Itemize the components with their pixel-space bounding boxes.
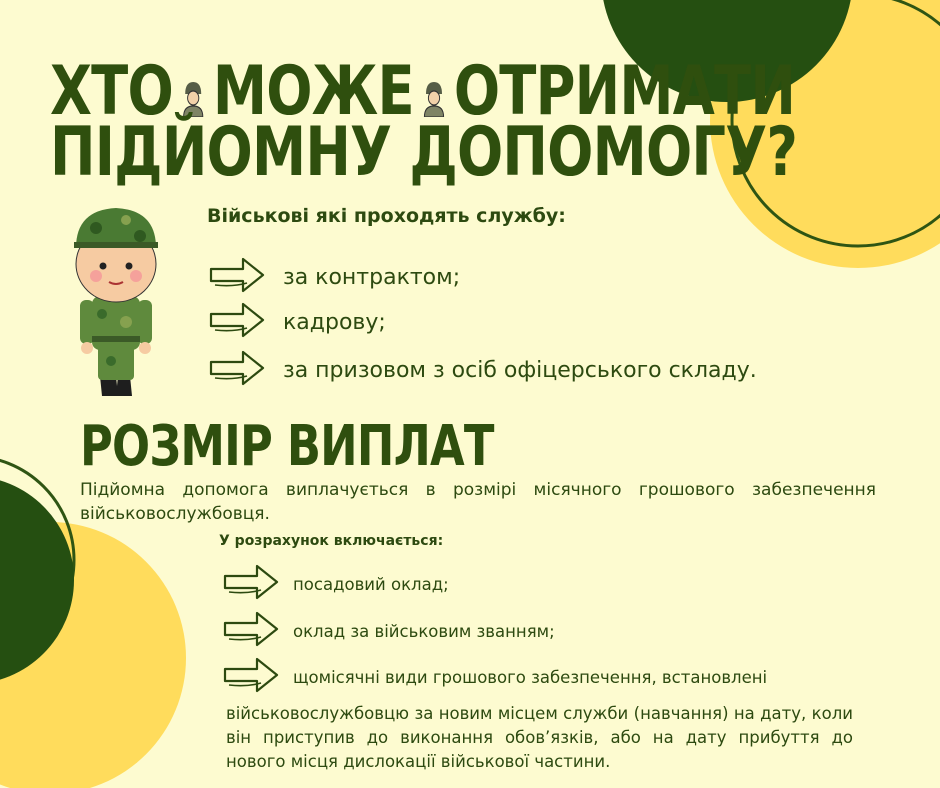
list-item: [207, 348, 757, 392]
soldier-illustration: [66, 196, 166, 406]
calc-item-salary: посадовий оклад;: [293, 574, 449, 594]
arrow-right-icon: [221, 655, 281, 699]
arrow-right-icon: [221, 562, 281, 606]
page-title-line-2: ПІДЙОМНУ ДОПОМОГУ?: [50, 113, 798, 192]
eligibility-lead: Військові які проходять службу:: [207, 205, 566, 227]
title-word-3: ОТРИМАТИ: [453, 52, 796, 131]
list-item: [221, 562, 449, 606]
calc-item-rank-salary: оклад за військовим званням;: [293, 621, 555, 641]
arrow-right-icon: [207, 300, 267, 344]
calc-label: У розрахунок включається:: [219, 533, 444, 549]
list-item: [207, 255, 460, 299]
arrow-right-icon: [207, 255, 267, 299]
calc-item-monthly: щомісячні види грошового забезпечення, встановлені: [293, 667, 768, 687]
eligibility-item-conscription: за призовом з осіб офіцерського складу.: [283, 357, 757, 383]
arrow-right-icon: [221, 609, 281, 653]
eligibility-item-cadre: кадрову;: [283, 309, 386, 335]
list-item: [207, 300, 386, 344]
title-word-2: МОЖЕ: [212, 52, 414, 131]
list-item: [221, 609, 555, 653]
payments-description: Підйомна допомога виплачується в розмірі місячного грошового забезпечення військовослужбовця.: [80, 480, 876, 524]
eligibility-item-contract: за контрактом;: [283, 264, 461, 290]
list-item: [221, 655, 767, 699]
title-word-1: ХТО: [50, 52, 173, 131]
payments-continuation: військовослужбовцю за новим місцем служби (навчання) на дату, коли він приступив до виконання обов’язків, або на дату прибуття до нового місця дислокації військової частини.: [226, 704, 853, 771]
section-title-payments: РОЗМІР ВИПЛАТ: [80, 414, 494, 479]
arrow-right-icon: [207, 348, 267, 392]
